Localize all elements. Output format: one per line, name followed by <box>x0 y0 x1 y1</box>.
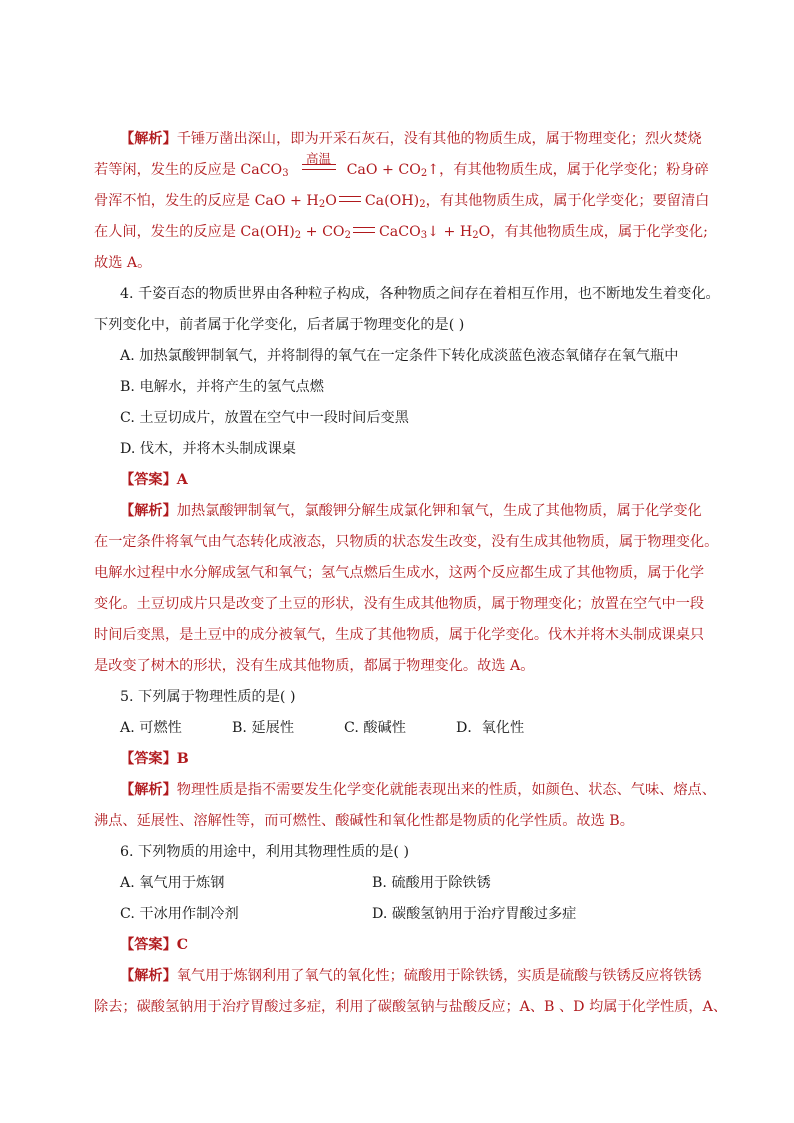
question-5-analysis-line-1 <box>94 775 716 806</box>
question-4-stem-line-1 <box>94 279 720 310</box>
question-5-option-a: A. 可燃性 <box>120 720 182 736</box>
question-6-options-row-2 <box>94 899 706 930</box>
subscript: 2 <box>318 199 326 210</box>
subscript: 2 <box>294 230 302 241</box>
subscript: 2 <box>420 168 428 179</box>
question-5-analysis-line-2 <box>94 806 706 837</box>
equation-text: 在人间，发生的反应是 Ca(OH) <box>94 224 295 240</box>
question-4-analysis-line-4 <box>94 589 706 620</box>
analysis-text: 是改变了树木的形状，没有生成其他物质，都属于物理变化。故选 A。 <box>94 658 535 674</box>
equation-text: ↑，有其他物质生成，属于化学变化；粉身碎 <box>427 162 709 178</box>
analysis-text: 加热氯酸钾制氧气，氯酸钾分解生成氯化钾和氧气，生成了其他物质，属于化学变化 <box>176 503 702 519</box>
analysis-3-line-5 <box>94 248 706 279</box>
question-4-option-d <box>94 434 706 465</box>
question-5-stem <box>94 682 706 713</box>
analysis-text: 在一定条件将氧气由气态转化成液态，只物质的状态发生改变，没有生成其他物质，属于物理变化。 <box>94 534 719 550</box>
question-4-option-b <box>94 372 706 403</box>
subscript: 3 <box>420 230 428 241</box>
analysis-text: 时间后变黑，是土豆中的成分被氧气，生成了其他物质，属于化学变化。伐木并将木头制成课桌只 <box>94 627 705 643</box>
question-text: 4. 千姿百态的物质世界由各种粒子构成，各种物质之间存在着相互作用，也不断地发生着变化。 <box>120 286 720 302</box>
question-6-stem <box>94 837 706 868</box>
equation-text: O，有其他物质生成，属于化学变化; <box>478 224 708 240</box>
answer-text: 【答案】C <box>120 937 189 953</box>
analysis-text: 氧气用于炼钢利用了氧气的氧化性；硫酸用于除铁锈，实质是硫酸与铁锈反应将铁锈 <box>176 968 702 984</box>
analysis-tag: 【解析】 <box>120 503 177 519</box>
subscript: 2 <box>344 230 351 241</box>
option-text: B. 电解水，并将产生的氢气点燃 <box>120 379 324 395</box>
analysis-text: 沸点、延展性、溶解性等，而可燃性、酸碱性和氧化性都是物质的化学性质。故选 B。 <box>94 813 634 829</box>
question-6-option-c: C. 干冰用作制冷剂 <box>120 906 239 922</box>
question-6-analysis-line-1 <box>94 961 706 992</box>
question-4-analysis-line-1 <box>94 496 706 527</box>
analysis-3-line-3 <box>94 186 710 217</box>
equation-text: CaCO <box>378 224 421 240</box>
question-5-option-d: D．氧化性 <box>456 720 525 736</box>
question-6-options-row-1 <box>94 868 706 899</box>
question-5-option-b: B. 延展性 <box>232 720 295 736</box>
option-text: A. 加热氯酸钾制氧气，并将制得的氧气在一定条件下转化成淡蓝色液态氧储存在氧气瓶中 <box>120 348 679 364</box>
question-4-analysis-line-6 <box>94 651 706 682</box>
question-6-answer <box>94 930 706 961</box>
option-text: C. 土豆切成片，放置在空气中一段时间后变黑 <box>120 410 409 426</box>
question-6-option-b: B. 硫酸用于除铁锈 <box>372 875 491 891</box>
question-text: 5. 下列属于物理性质的是( ) <box>120 689 296 705</box>
question-text: 下列变化中，前者属于化学变化，后者属于物理变化的是( ) <box>94 317 465 333</box>
equals-sign <box>353 227 375 233</box>
question-4-analysis-line-2 <box>94 527 719 558</box>
equation-text: CaO + CO <box>346 162 421 178</box>
option-text: D. 伐木，并将木头制成课桌 <box>120 441 296 457</box>
question-4-answer <box>94 465 706 496</box>
analysis-3-line-1 <box>94 124 706 155</box>
question-5-answer <box>94 744 706 775</box>
analysis-text: 除去；碳酸氢钠用于治疗胃酸过多症，利用了碳酸氢钠与盐酸反应；A、B 、D 均属于化学性质，A、 <box>94 999 728 1015</box>
question-text: 6. 下列物质的用途中，利用其物理性质的是( ) <box>120 844 410 860</box>
question-4-stem-line-2 <box>94 310 706 341</box>
analysis-3-line-2 <box>94 151 709 186</box>
analysis-text: 故选 A。 <box>94 255 152 271</box>
analysis-tag: 【解析】 <box>120 968 177 984</box>
question-4-analysis-line-3 <box>94 558 706 589</box>
analysis-text: 千锤万凿出深山，即为开采石灰石，没有其他的物质生成，属于物理变化；烈火焚烧 <box>176 131 702 147</box>
analysis-text: 物理性质是指不需要发生化学变化就能表现出来的性质，如颜色、状态、气味、熔点、 <box>176 782 716 798</box>
subscript: 2 <box>419 199 426 210</box>
equation-text: Ca(OH) <box>364 193 420 209</box>
question-4-analysis-line-5 <box>94 620 706 651</box>
equals-sign <box>339 196 361 202</box>
equation-text: ，有其他物质生成，属于化学变化；要留清白 <box>425 193 710 209</box>
analysis-3-line-4 <box>94 217 706 248</box>
question-4-option-c <box>94 403 706 434</box>
answer-text: 【答案】A <box>120 472 188 488</box>
equation-text: ↓ + H <box>427 224 473 240</box>
subscript: 2 <box>472 230 479 241</box>
equation-text: O <box>325 193 337 209</box>
question-5-option-c: C. 酸碱性 <box>344 720 406 736</box>
analysis-text: 电解水过程中水分解成氢气和氧气；氢气点燃后生成水，这两个反应都生成了其他物质，属于化学 <box>94 565 705 581</box>
question-6-analysis-line-2 <box>94 992 728 1023</box>
question-5-options <box>94 713 706 744</box>
equation-text: 若等闲，发生的反应是 CaCO <box>94 162 283 178</box>
reaction-condition: 高温 <box>306 151 332 166</box>
answer-text: 【答案】B <box>120 751 189 767</box>
question-6-option-a: A. 氧气用于炼钢 <box>120 875 225 891</box>
equals-bar <box>302 164 336 170</box>
question-4-option-a <box>94 341 706 372</box>
document-page <box>94 124 728 1023</box>
analysis-text: 变化。土豆切成片只是改变了土豆的形状，没有生成其他物质，属于物理变化；放置在空气中一段 <box>94 596 705 612</box>
analysis-tag: 【解析】 <box>120 131 177 147</box>
question-6-option-d: D. 碳酸氢钠用于治疗胃酸过多症 <box>372 906 577 922</box>
equation-text: + CO <box>301 224 345 240</box>
analysis-tag: 【解析】 <box>120 782 177 798</box>
equation-text: 骨浑不怕，发生的反应是 CaO + H <box>94 193 319 209</box>
subscript: 3 <box>282 168 289 179</box>
high-temperature-equation-sign <box>299 151 339 174</box>
